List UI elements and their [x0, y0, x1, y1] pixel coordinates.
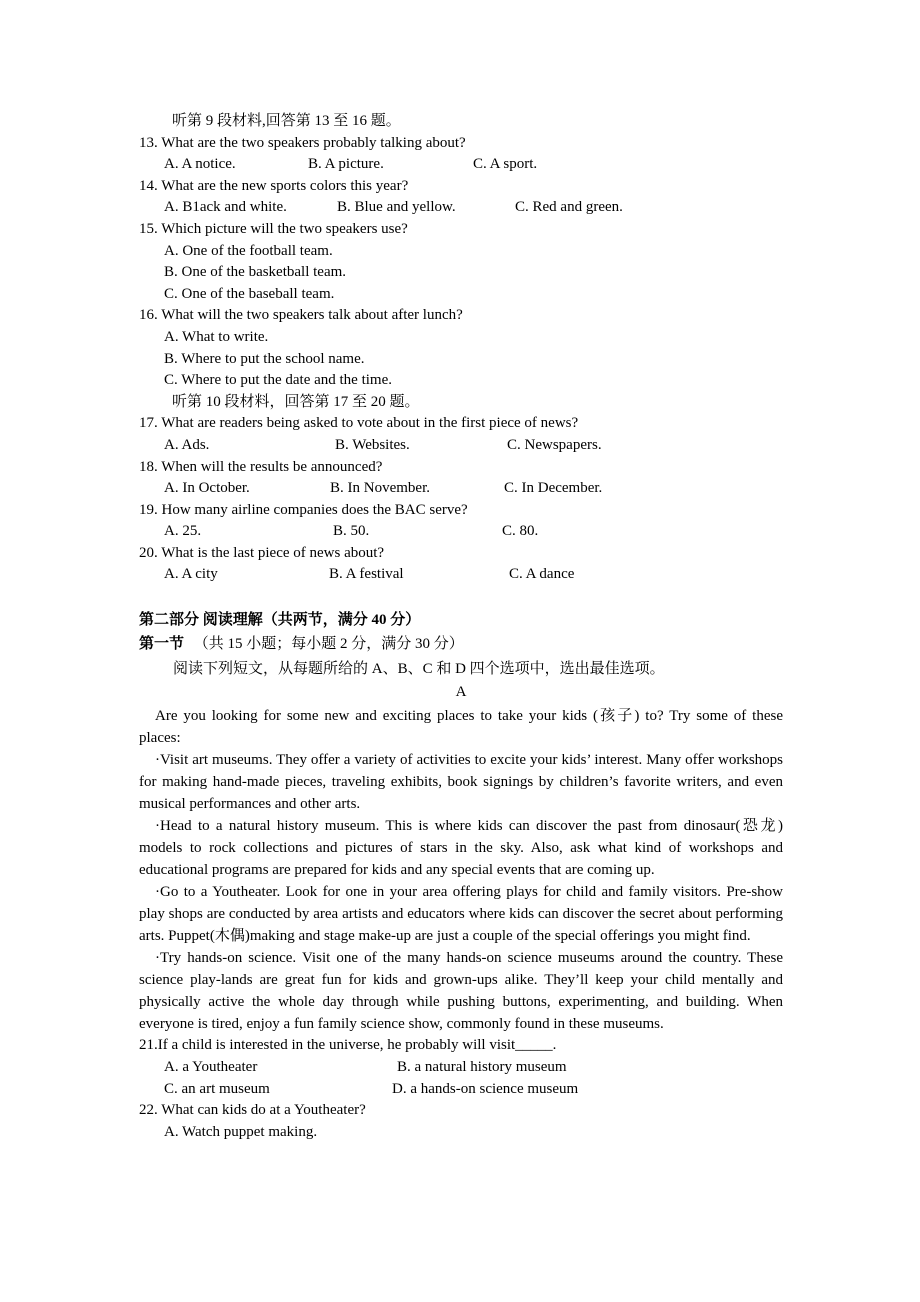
question-text: 14. What are the new sports colors this year? [139, 177, 409, 194]
option-c: C. One of the baseball team. [164, 285, 335, 302]
question-21 [139, 1035, 783, 1100]
option-d: D. a hands-on science museum [392, 1080, 579, 1097]
section1-title: 第一节 [139, 636, 185, 653]
option-b: B. In November. [330, 480, 430, 497]
question-text: 15. Which picture will the two speakers use? [139, 220, 408, 237]
question-text: 16. What will the two speakers talk about after lunch? [139, 307, 463, 324]
section1-heading [139, 634, 783, 659]
question-text: 19. How many airline companies does the BAC serve? [139, 501, 468, 518]
option-c: C. 80. [502, 523, 539, 540]
option-b: B. Where to put the school name. [164, 350, 365, 367]
listening-intro-9: 听第 9 段材料,回答第 13 至 16 题。 [172, 113, 401, 129]
listening-intro-10: 听第 10 段材料，回答第 17 至 20 题。 [172, 393, 420, 410]
option-c: C. Red and green. [515, 199, 623, 216]
question-19 [139, 500, 783, 543]
question-15 [139, 219, 783, 305]
option-c: C. In December. [504, 480, 603, 497]
instruction: 阅读下列短文，从每题所给的 A、B、C 和 D 四个选项中，选出最佳选项。 [173, 661, 665, 678]
question-22 [139, 1100, 783, 1143]
option-a: A. One of the football team. [164, 242, 333, 259]
question-20 [139, 543, 783, 588]
question-text: 18. When will the results be announced? [139, 458, 383, 475]
question-14 [139, 176, 783, 219]
question-13 [139, 133, 783, 176]
option-b: B. Websites. [335, 436, 410, 453]
option-c: C. an art museum [164, 1080, 270, 1097]
question-16 [139, 305, 783, 391]
option-b: B. a natural history museum [397, 1059, 567, 1076]
option-a: A. Ads. [164, 436, 210, 453]
option-a: A. In October. [164, 480, 250, 497]
option-c: C. A sport. [473, 156, 538, 173]
question-text: 21.If a child is interested in the universe, he probably will visit_____. [139, 1037, 557, 1054]
option-b: B. Blue and yellow. [337, 199, 456, 216]
passage-paragraph: ·Head to a natural history museum. This is where kids can discover the past from dinosaur(恐龙) models to rock collections and pictures of stars in the sky. Also, ask what kind of workshops and educational programs are prepared for kids and any special events that are coming up. [139, 818, 783, 879]
question-text: 22. What can kids do at a Youtheater? [139, 1102, 366, 1119]
passage [139, 705, 783, 1035]
passage-paragraph: ·Try hands-on science. Visit one of the many hands-on science museums around the country. These science play-lands are great fun for kids and grown-ups alike. They’ll keep your child mentally and physically active the whole day through while pushing buttons, experimenting, and building. When everyone is tired, enjoy a fun family science show, commonly found in these museums. [139, 950, 783, 1033]
option-c: C. Where to put the date and the time. [164, 372, 392, 389]
question-text: 17. What are readers being asked to vote about in the first piece of news? [139, 415, 579, 432]
option-b: B. A picture. [308, 156, 384, 173]
question-text: 13. What are the two speakers probably talking about? [139, 134, 466, 151]
section1-note: （共 15 小题；每小题 2 分，满分 30 分） [193, 636, 464, 653]
option-a: A. What to write. [164, 328, 269, 345]
passage-label: A [455, 684, 467, 701]
option-a: A. B1ack and white. [164, 199, 287, 216]
option-c: C. Newspapers. [507, 436, 602, 453]
option-b: B. One of the basketball team. [164, 264, 347, 281]
option-a: A. a Youtheater [164, 1059, 258, 1076]
option-a: A. A notice. [164, 156, 236, 173]
option-c: C. A dance [509, 566, 575, 583]
question-17 [139, 413, 783, 456]
passage-paragraph: ·Go to a Youtheater. Look for one in your area offering plays for child and family visitors. Pre-show play shops are conducted by area artists and educators where kids can discover the secret about performing arts. Puppet(木偶)making and stage make-up are just a couple of the special offerings you might find. [139, 884, 783, 945]
option-a: A. A city [164, 566, 218, 583]
option-b: B. 50. [333, 523, 370, 540]
passage-paragraph: ·Visit art museums. They offer a variety of activities to excite your kids’ interest. Many offer workshops for making hand-made pieces, traveling exhibits, book signings by children’s favorite writers, and even musical performances and other arts. [139, 752, 783, 813]
document-page [139, 111, 783, 1143]
question-18 [139, 457, 783, 500]
part2-heading: 第二部分 阅读理解（共两节，满分 40 分） [139, 612, 421, 629]
option-b: B. A festival [329, 566, 404, 583]
option-a: A. 25. [164, 523, 202, 540]
question-text: 20. What is the last piece of news about? [139, 544, 385, 561]
option-a: A. Watch puppet making. [164, 1123, 318, 1140]
passage-paragraph: Are you looking for some new and exciting places to take your kids (孩子) to? Try some of these places: [139, 708, 783, 747]
